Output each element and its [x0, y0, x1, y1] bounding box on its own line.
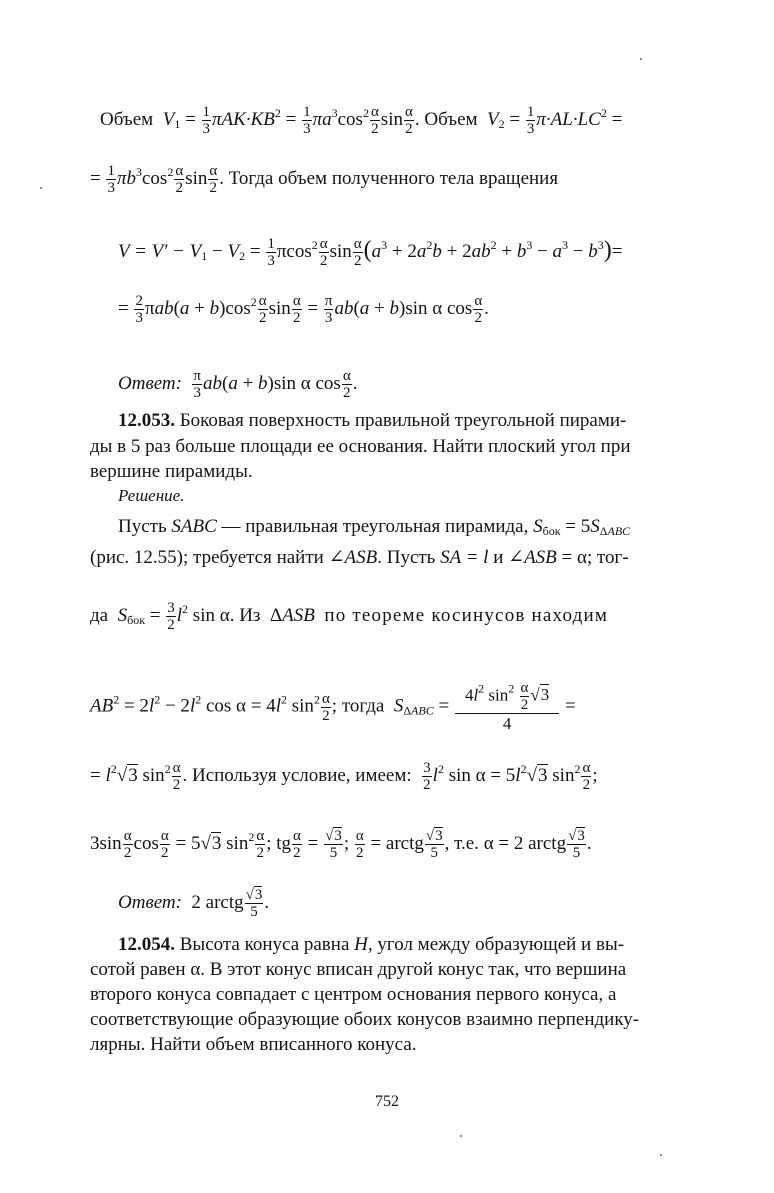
solution-line4: $AB^2 = 2l^2 - 2l^2$ $\cos \alpha = 4l^2$ $\sin^2$ $\frac{\alpha}{2}$ ; тогда $S_{\Delta ABC}$ = $4l^2$ $\sin^2$ $\frac{\alpha}{2}$ √3 4 =: [90, 680, 576, 733]
problem-text: лярны. Найти объем вписанного конуса.: [90, 1034, 417, 1055]
problem-text: ды в 5 раз больше площади ее основания. Найти плоский угол при: [90, 436, 631, 457]
text: по теореме косинусов находим: [324, 604, 609, 626]
problem-text: , угол между образующей и вы-: [367, 934, 625, 955]
solution-line5: = $l^2√3$ $\sin^2$ $\frac{\alpha}{2}$ . Используя условие, имеем: $\frac{3}{2}$ $l^2$ $\sin \alpha = 5l^2√3$ $\sin^2$ $\frac{\alpha}{2}$ ;: [90, 760, 598, 793]
scan-speck: [40, 187, 42, 189]
solution-label: Решение.: [118, 486, 185, 505]
problem-12-053-line3: [90, 460, 253, 484]
text: и: [488, 547, 504, 568]
formula-line-v-result: = $\frac{2}{3}$ $\pi ab(a + b)\cos^2$ $\frac{\alpha}{2}$ sin $\frac{\alpha}{2}$ = $\frac{\pi}{3}$ ab(a + b)sin α cos $\frac{\alpha}{2}$ .: [118, 293, 489, 326]
solution-line6: 3sin $\frac{\alpha}{2}$ cos $\frac{\alpha}{2}$ = 5√3 $\sin^2$ $\frac{\alpha}{2}$ ; tg $\frac{\alpha}{2}$ = $\frac{√3}{5}$ ; $\frac{\alpha}{2}$ = arctg $\frac{√3}{5}$ , т.е. α = 2 arctg $\frac{√3}{5}$ .: [90, 828, 592, 861]
problem-12-054-line3: [90, 983, 616, 1007]
text: да: [90, 604, 109, 626]
text: — правильная треугольная пирамида,: [216, 516, 529, 537]
problem-12-054-line2: сотой равен α. В этот конус вписан другой конус так, что вершина: [90, 959, 627, 980]
problem-number: 12.054.: [118, 934, 175, 955]
solution-line1: Пусть SABC — правильная треугольная пирамида, $S_{бок} = 5S_{\Delta ABC}$: [118, 516, 631, 538]
problem-text: соответствующие образующие обоих конусов взаимно перпендику-: [90, 1009, 640, 1030]
page-number: 752: [375, 1093, 399, 1110]
solution-line3: да $S_{бок}$ = $\frac{3}{2}$ $l^2$ sin α. Из ΔASB по теореме косинусов находим: [90, 600, 609, 633]
text: . Пусть: [377, 547, 436, 568]
scan-speck: [460, 1135, 462, 1137]
formula-line-v2-cont: = $\frac{1}{3}$ $\pi b^3\cos^2$ $\frac{\alpha}{2}$ sin $\frac{\alpha}{2}$ . Тогда объем полученного тела вращения: [90, 163, 559, 196]
text: . Используя условие, имеем:: [182, 764, 412, 786]
v1-label: Объем: [100, 108, 154, 130]
text: ; тог-: [586, 547, 629, 568]
problem-text: . В этот конус вписан другой конус так, что вершина: [200, 959, 627, 980]
problem-12-053-line2: [90, 435, 631, 459]
text: . Из: [229, 604, 261, 626]
answer-12-053: Ответ: 2 arctg $\frac{√3}{5}$ .: [118, 887, 270, 920]
problem-text: вершине пирамиды.: [90, 461, 253, 482]
problem-12-054-line5: [90, 1033, 417, 1057]
problem-text: сотой равен: [90, 959, 186, 980]
v2-label: . Объем: [414, 108, 478, 130]
scan-speck: [640, 58, 642, 60]
problem-text: Высота конуса равна: [175, 934, 350, 955]
then-text: . Тогда объем полученного тела вращения: [219, 167, 559, 189]
solution-line2: (рис. 12.55); требуется найти ∠ASB. Пусть SA = l и ∠ASB = α; тог-: [90, 547, 629, 568]
text: , т.е.: [444, 832, 479, 854]
answer-label: Ответ:: [118, 891, 182, 913]
formula: V: [157, 108, 175, 130]
answer-prev: Ответ: $\frac{\pi}{3}$ ab(a + b)sin α cos $\frac{\alpha}{2}$ .: [118, 368, 358, 401]
formula-line-v: $V = V' - V_1 - V_2$ = $\frac{1}{3}$ πcos$^2$ $\frac{\alpha}{2}$ sin $\frac{\alpha}{2}$ $(a^3 + 2a^2b + 2ab^2 + b^3 - a^3 - b^3)=$: [118, 236, 623, 269]
formula-line-v1-v2: Объем $V_1$ = $\frac{1}{3}$ $\pi AK\cdot KB^2$ = $\frac{1}{3}$ $\pi a^3\cos^2$ $\frac{\alpha}{2}$ sin $\frac{\alpha}{2}$ . Объем $V_2$ = $\frac{1}{3}$ $\pi\cdot AL\cdot LC^2$ =: [100, 104, 623, 137]
problem-text: Боковая поверхность правильной треугольной пирами-: [175, 410, 627, 431]
text: (рис. 12.55); требуется найти: [90, 547, 324, 568]
formula: V: [482, 108, 499, 130]
problem-12-053-line1: [118, 409, 626, 433]
problem-number: 12.053.: [118, 410, 175, 431]
answer-label: Ответ:: [118, 372, 182, 394]
problem-12-054-line1: 12.054. Высота конуса равна H, угол между образующей и вы-: [118, 934, 625, 955]
scan-speck: [660, 1154, 662, 1156]
text: Пусть: [118, 516, 167, 537]
problem-text: второго конуса совпадает с центром основания первого конуса, а: [90, 984, 617, 1005]
problem-12-054-line4: [90, 1008, 639, 1032]
text: ; тогда: [331, 695, 385, 717]
